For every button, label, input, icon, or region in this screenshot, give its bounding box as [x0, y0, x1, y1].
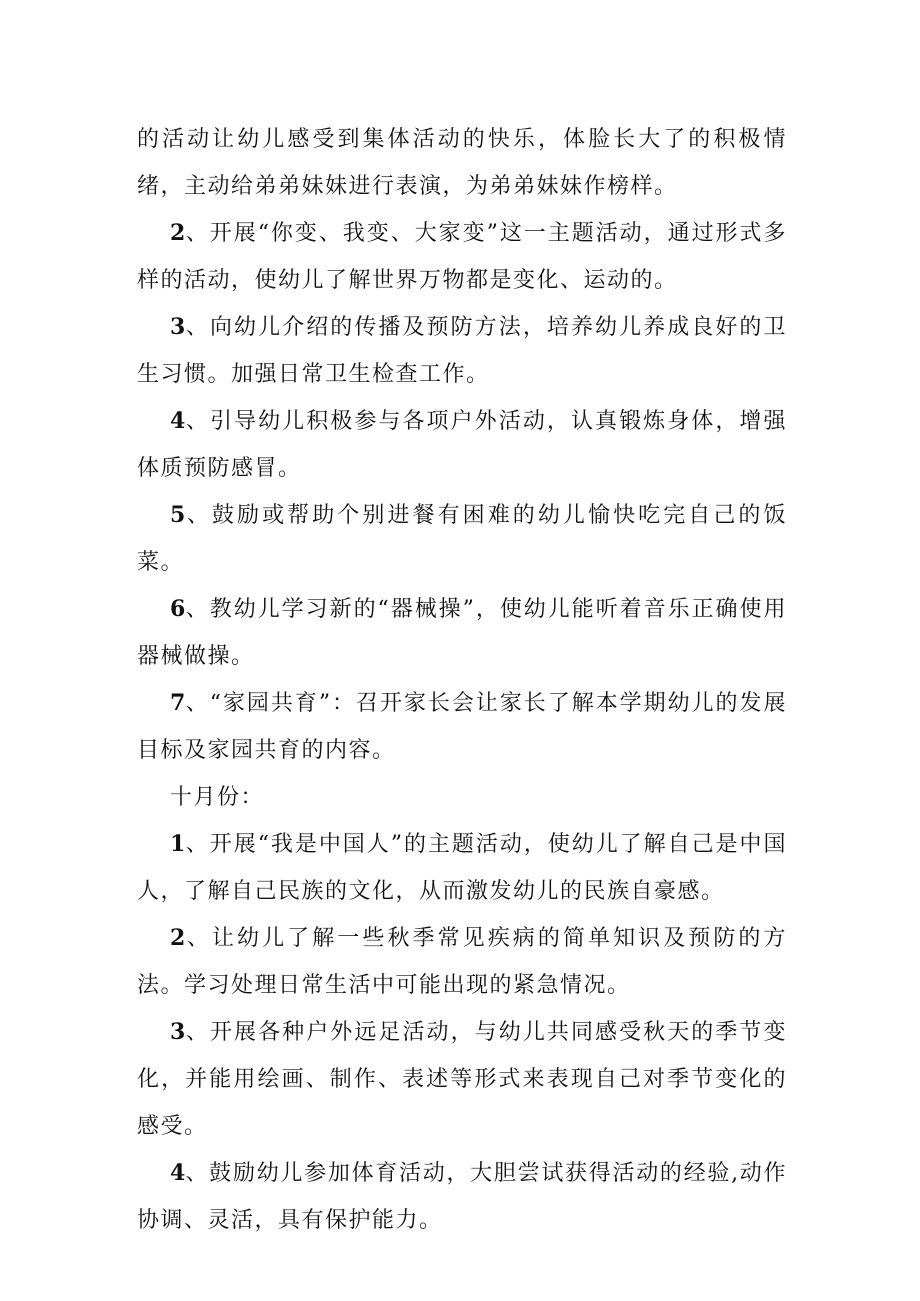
item-number: 4: [170, 1160, 186, 1186]
paragraph-text: 、引导幼儿积极参与各项户外活动，认真锻炼身体，增强体质预防感冒。: [137, 409, 787, 481]
list-item: [137, 304, 787, 398]
item-number: 5: [170, 502, 186, 528]
list-item: [137, 586, 787, 680]
item-number: 6: [170, 596, 186, 622]
item-number: 7: [170, 690, 186, 716]
heading-text: 十月份：: [170, 785, 265, 810]
list-item: [137, 210, 787, 304]
paragraph-text: 、鼓励或帮助个别进餐有困难的幼儿愉快吃完自己的饭菜。: [137, 503, 787, 575]
paragraph-text: 、教幼儿学习新的“器械操”，使幼儿能听着音乐正确使用器械做操。: [137, 597, 787, 669]
item-number: 3: [170, 314, 186, 340]
paragraph-text: 、让幼儿了解一些秋季常见疾病的简单知识及预防的方法。学习处理日常生活中可能出现的紧急情况。: [137, 926, 787, 998]
list-item: [137, 398, 787, 492]
list-item: [137, 1009, 787, 1150]
item-number: 1: [170, 831, 186, 857]
list-item: [137, 492, 787, 586]
paragraph-continuation: [137, 116, 787, 210]
paragraph-text: 、向幼儿介绍的传播及预防方法，培养幼儿养成良好的卫生习惯。加强日常卫生检查工作。: [137, 315, 787, 387]
paragraph-text: 、开展各种户外远足活动，与幼儿共同感受秋天的季节变化，并能用绘画、制作、表述等形式来表现自己对季节变化的感受。: [137, 1020, 787, 1139]
paragraph-text: 、“家园共育”：召开家长会让家长了解本学期幼儿的发展目标及家园共育的内容。: [137, 691, 787, 763]
paragraph-text: 、开展“我是中国人”的主题活动，使幼儿了解自己是中国人，了解自己民族的文化，从而激发幼儿的民族自豪感。: [137, 832, 787, 904]
list-item: [137, 680, 787, 774]
item-number: 2: [170, 220, 186, 246]
section-heading: [137, 774, 787, 821]
paragraph-text: 、鼓励幼儿参加体育活动，大胆尝试获得活动的经验,动作协调、灵活，具有保护能力。: [137, 1161, 787, 1233]
item-number: 3: [170, 1019, 186, 1045]
item-number: 4: [170, 408, 186, 434]
list-item: [137, 1150, 787, 1244]
paragraph-text: 的活动让幼儿感受到集体活动的快乐，体脸长大了的积极情绪，主动给弟弟妹妹进行表演，为弟弟妹妹作榜样。: [137, 127, 787, 199]
list-item: [137, 915, 787, 1009]
paragraph-text: 、开展“你变、我变、大家变”这一主题活动，通过形式多样的活动，使幼儿了解世界万物都是变化、运动的。: [137, 221, 787, 293]
item-number: 2: [170, 925, 186, 951]
list-item: [137, 821, 787, 915]
document-body: [137, 116, 787, 1244]
